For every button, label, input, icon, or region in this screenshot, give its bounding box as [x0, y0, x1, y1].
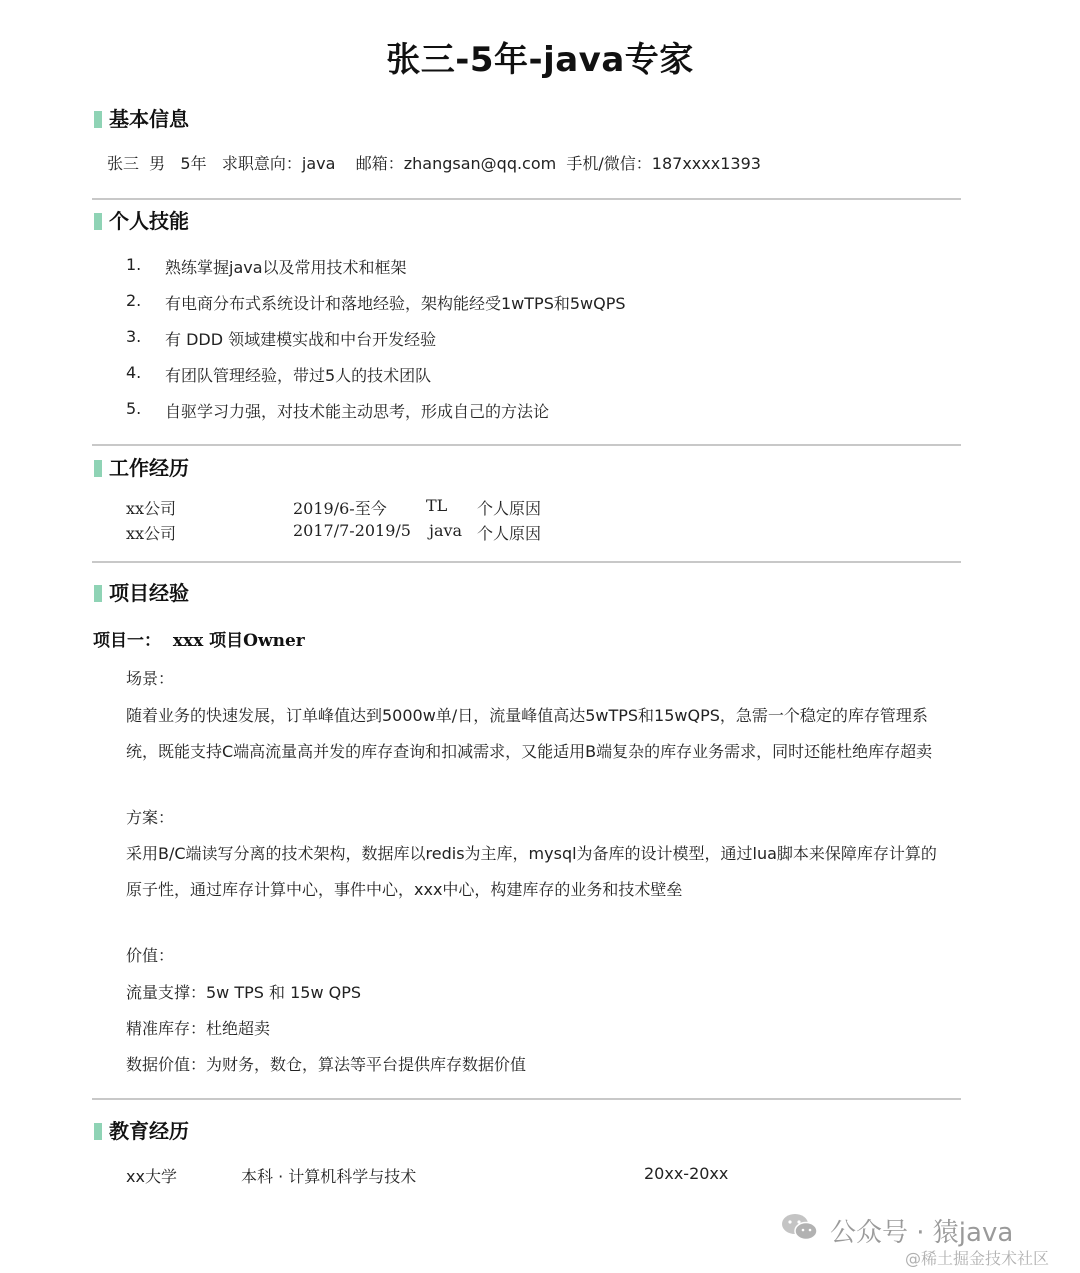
- divider: [92, 444, 961, 446]
- list-item-number: 4.: [126, 363, 142, 382]
- education-school: xx大学: [126, 1167, 177, 1186]
- list-item-number: 3.: [126, 327, 142, 346]
- list-item: 自驱学习力强，对技术能主动思考，形成自己的方法论: [165, 402, 550, 421]
- project-scene-line: 统，既能支持C端高流量高并发的库存查询和扣减需求，又能适用B端复杂的库存业务需求，同时还能杜绝库存超卖: [126, 742, 933, 761]
- section-heading-education: [94, 1118, 189, 1144]
- list-item-number: 5.: [126, 399, 142, 418]
- section-heading-label: 个人技能: [109, 209, 189, 233]
- project-value-line: 数据价值：为财务，数仓，算法等平台提供库存数据价值: [126, 1055, 527, 1074]
- watermark-text: 公众号 · 猿java: [830, 1218, 1014, 1248]
- section-heading-label: 项目经验: [109, 581, 189, 605]
- list-item-number: 2.: [126, 291, 142, 310]
- project-plan-line: 采用B/C端读写分离的技术架构，数据库以redis为主库，mysql为备库的设计模型，通过lua脚本来保障库存计算的: [126, 844, 937, 863]
- section-accent-bar: [94, 213, 102, 230]
- project-plan-label: 方案：: [126, 808, 175, 827]
- section-heading-work: [94, 455, 189, 481]
- section-heading-skills: [94, 208, 189, 234]
- divider: [92, 561, 961, 563]
- project-scene-line: 随着业务的快速发展，订单峰值达到5000w单/日，流量峰值高达5wTPS和15wQPS，急需一个稳定的库存管理系: [126, 706, 928, 725]
- page-title: 张三-5年-java专家: [386, 40, 694, 80]
- list-item: 有电商分布式系统设计和落地经验，架构能经受1wTPS和5wQPS: [165, 294, 626, 313]
- project-title: 项目一： xxx 项目Owner: [93, 631, 305, 651]
- section-heading-project: [94, 580, 189, 606]
- project-plan-line: 原子性，通过库存计算中心，事件中心，xxx中心，构建库存的业务和技术壁垒: [126, 880, 683, 899]
- list-item: 有团队管理经验，带过5人的技术团队: [165, 366, 432, 385]
- work-company: xx公司: [126, 524, 177, 543]
- section-accent-bar: [94, 585, 102, 602]
- divider: [92, 198, 961, 200]
- divider: [92, 1098, 961, 1100]
- project-value-line: 流量支撑：5w TPS 和 15w QPS: [126, 983, 362, 1002]
- section-heading-label: 工作经历: [109, 456, 189, 480]
- basic-info-line: 张三 男 5年 求职意向：java 邮箱：zhangsan@qq.com 手机/微信：187xxxx1393: [107, 154, 761, 173]
- work-company: xx公司: [126, 499, 177, 518]
- section-heading-label: 基本信息: [109, 107, 189, 131]
- list-item: 有 DDD 领域建模实战和中台开发经验: [165, 330, 437, 349]
- list-item-number: 1.: [126, 255, 142, 274]
- list-item: 熟练掌握java以及常用技术和框架: [165, 258, 407, 277]
- work-role: TL: [426, 496, 448, 515]
- work-period: 2017/7-2019/5: [293, 521, 411, 540]
- work-role: java: [429, 521, 463, 540]
- section-accent-bar: [94, 460, 102, 477]
- watermark-sub: @稀土掘金技术社区: [905, 1249, 1050, 1268]
- section-accent-bar: [94, 111, 102, 128]
- section-heading-label: 教育经历: [109, 1119, 189, 1143]
- education-degree: 本科 · 计算机科学与技术: [241, 1167, 417, 1186]
- work-reason: 个人原因: [477, 499, 542, 518]
- education-period: 20xx-20xx: [644, 1164, 729, 1183]
- project-value-label: 价值：: [126, 946, 175, 965]
- section-accent-bar: [94, 1123, 102, 1140]
- project-scene-label: 场景：: [126, 669, 175, 688]
- section-heading-basic: [94, 106, 189, 132]
- project-value-line: 精准库存：杜绝超卖: [126, 1019, 271, 1038]
- work-period: 2019/6-至今: [293, 499, 387, 518]
- work-reason: 个人原因: [477, 524, 542, 543]
- wechat-icon: [780, 1212, 820, 1242]
